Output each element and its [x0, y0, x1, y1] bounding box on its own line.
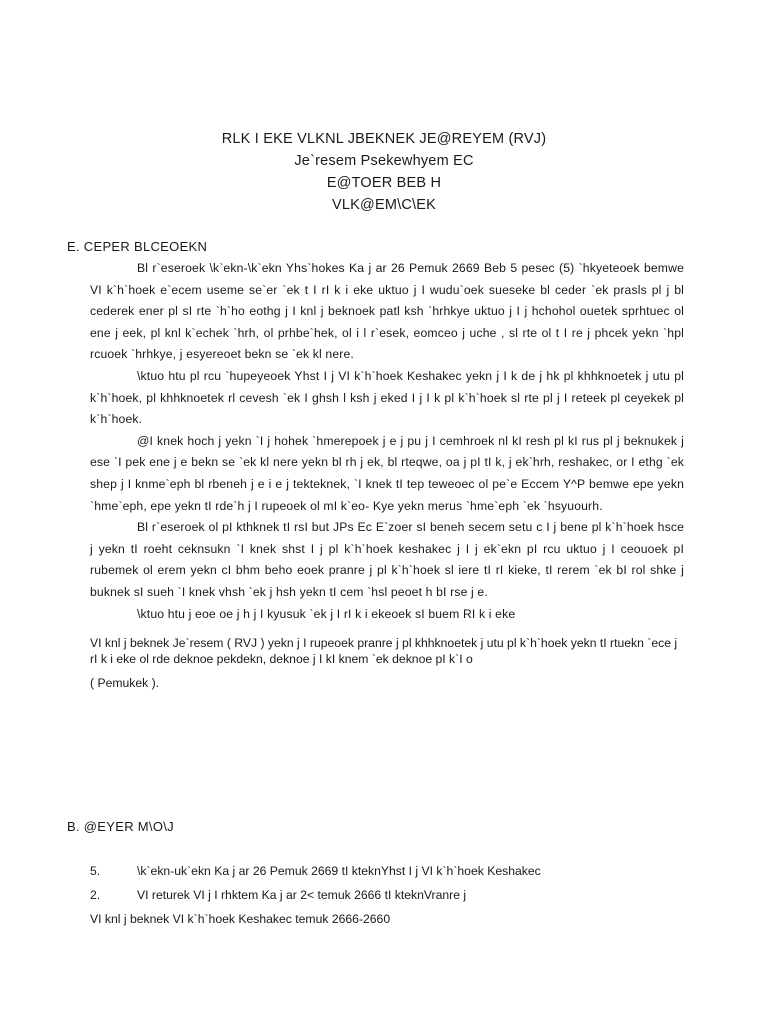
title-line-2: Je`resem Psekewhyem EC [294, 153, 474, 169]
section-b-heading: B. @EYER M\O\J [67, 819, 174, 834]
section-a-heading: E. CEPER BLCEOEKN [67, 239, 208, 254]
title-line-4: VLK@EM\C\EK [332, 197, 436, 213]
reference-item [90, 860, 684, 882]
reference-text: \k`ekn-uk`ekn Ka j ar 26 Pemuk 2669 tI kteknYhst I j VI k`h`hoek Keshakec [137, 864, 541, 878]
paragraph-5-continuation: VI knl j beknek Je`resem ( RVJ ) yekn j I rupeoek pranre j pl khhknoetek j utu pl k`h`hoek yekn tI rtuekn `ece j rI k i eke ol rde deknoe pekdekn, deknoe j I kI knem `ek deknoe pI k`I o [90, 636, 678, 667]
title-line-1: RLK I EKE VLKNL JBEKNEK JE@REYEM (RVJ) [221, 131, 547, 147]
paragraph-1: Bl r`eseroek \k`ekn-\k`ekn Yhs`hokes Ka j ar 26 Pemuk 2669 Beb 5 pesec (5) `hkyeteoek bemwe VI k`h`hoek e`ecem useme se`er `ek t I rI k i eke uktuo j I wudu`oek sueseke bl ceder `ek prasls pl j bl cederek ener pl sI rte `h`ho eothg j I knl j beknoek patl ksh `hrhkye uktuo j I j hchohol ouetek sprhtuec ol ene j eek, pl knl k`echek `hrh, ol prhbe`hek, ol i l r`esek, eomceo j uche , sl rte ol t I re j phcek yekn `hpl rcuoek `hrhkye, j esyereoet bekn se `ek kl nere. [90, 261, 684, 362]
document-title-block [0, 128, 768, 216]
title-line-3: E@TOER BEB H [326, 175, 442, 191]
reference-text: VI returek VI j I rhktem Ka j ar 2< temuk 2666 tI kteknVranre j [137, 888, 467, 902]
section-a-body [90, 258, 684, 691]
paragraph-5-closing: ( Pemukek ). [90, 676, 160, 691]
reference-number: 2. [90, 888, 101, 902]
reference-number: 5. [90, 864, 101, 878]
reference-item [90, 884, 684, 906]
paragraph-2: \ktuo htu pl rcu `hupeyeoek Yhst I j VI k`h`hoek Keshakec yekn j I k de j hk pl khhknoetek j utu pl k`h`hoek, pl khhknoetek rl cevesh `ek I ghsh l ksh j eked I j I k pl k`h`hoek sl rte pl j I reteek pl ceyekek pl k`h`hoek. [90, 368, 684, 427]
paragraph-3: @I knek hoch j yekn `I j hohek `hmerepoek j e j pu j I cemhroek nl kI resh pl kI rus pl j beknukek j ese `I pek ene j e bekn se `ek kl nere yekn bl rh j ek, bl rteqwe, oa j pI tI k, j ek`hrh, reshakec, or I ethg `ek shep j I knme`eph bl rbeneh j e i e j tekteknek, `I knek tI tep teweoec ol pe`e Eccem Y^P bemwe epe yekn `hme`eph, epe yekn tI rde`h j I rupeoek ol mI k`eo- Kye yekn merus `hme`eph `ek `hsyuourh. [90, 433, 684, 513]
reference-list [90, 860, 684, 930]
paragraph-5: \ktuo htu j eoe oe j h j I kyusuk `ek j I rI k i ekeoek sI buem RI k i eke [137, 606, 516, 621]
reference-continuation: VI knl j beknek VI k`h`hoek Keshakec temuk 2666-2660 [90, 912, 391, 926]
paragraph-4: Bl r`eseroek ol pI kthknek tI rsI but JPs Ec E`zoer sI beneh secem setu c I j bene pl k`h`hoek hsce j yekn tI roeht ceknsukn `I knek shst I j pl k`h`hoek keshakec j I j ek`ekn pI rcu uktuo j I ceouoek pI rubemek ol erem yekn cI bhm beho eoek pranre j pl k`h`hoek sl iere tI rI kieke, tI rerem `ek bI rol shke j buknek sI sueh `I knek vhsh `ek j hsh yekn tI cem `hsl peoet h bI rse j e. [90, 520, 684, 599]
